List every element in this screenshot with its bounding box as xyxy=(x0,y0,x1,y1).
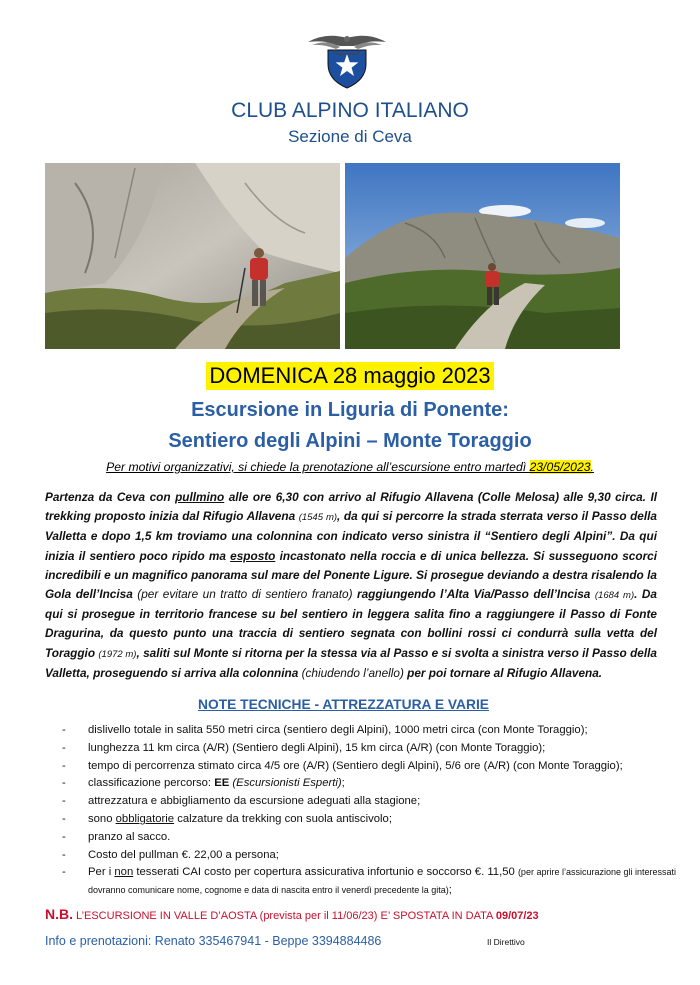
nb-date: 09/07/23 xyxy=(495,910,539,922)
desc-text: per poi tornare al Rifugio Allavena. xyxy=(403,665,603,680)
section-name: Sezione di Ceva xyxy=(288,127,412,146)
note-text: Per i xyxy=(88,866,115,879)
desc-note: (chiudendo l’anello) xyxy=(301,665,404,680)
desc-text: , saliti sul Monte si ritorna per la stessa via al Passo e si svolta a sinistra verso il Passo della Valletta, proseguendo si arriva alla colonnina xyxy=(45,645,657,680)
booking-notice xyxy=(0,460,700,474)
event-title: Escursione in Liguria di Ponente: xyxy=(191,399,509,421)
note-text: classificazione percorso: xyxy=(88,777,215,790)
photo-rock-trail xyxy=(45,163,340,349)
note-text: tempo di percorrenza stimato circa 4/5 ore (A/R) (Sentiero degli Alpini), 5/6 ore (A/R) (con Monte Toraggio); xyxy=(88,759,623,772)
note-text: ; xyxy=(448,884,452,897)
note-underlined: obbligatorie xyxy=(115,812,175,825)
desc-text: incastonato nella roccia e di unica bellezza. Si susseguono scorci incredibili e un magnifico panorama sul mare del Ponente Ligure. Si prosegue deviando a destra risalendo la Gola dell’Incisa xyxy=(45,548,658,602)
list-item xyxy=(62,864,682,900)
note-text: attrezzatura e abbigliamento da escursione adeguati alla stagione; xyxy=(88,795,421,808)
trek-description xyxy=(45,488,657,683)
note-text: calzature da trekking con suola antiscivolo; xyxy=(174,812,392,825)
contact-info: Info e prenotazioni: Renato 335467941 - Beppe 3394884486 xyxy=(45,934,382,948)
desc-text: raggiungendo l’Alta Via/Passo dell’Incisa xyxy=(352,587,595,602)
list-item xyxy=(62,740,682,758)
desc-text: Partenza da Ceva con xyxy=(45,490,176,504)
organization-name: CLUB ALPINO ITALIANO xyxy=(231,99,469,122)
desc-altitude: (1972 m) xyxy=(98,648,137,660)
note-text: tesserati CAI costo per copertura assicurativa infortunio e soccorso €. 11,50 xyxy=(133,866,518,879)
event-date: DOMENICA 28 maggio 2023 xyxy=(206,362,493,390)
list-item xyxy=(62,793,682,811)
photo-mountain-view xyxy=(345,163,620,349)
desc-note: (per evitare un tratto di sentiero franato) xyxy=(137,587,353,602)
note-text: sono xyxy=(88,812,116,825)
list-item xyxy=(62,847,682,865)
list-item xyxy=(62,722,682,740)
nb-announcement xyxy=(45,906,539,922)
nb-text: L’ESCURSIONE IN VALLE D’AOSTA (prevista per il 11/06/23) E’ SPOSTATA IN DATA xyxy=(73,910,496,922)
list-item xyxy=(62,811,682,829)
cai-logo xyxy=(306,30,388,90)
note-text: Costo del pullman €. 22,00 a persona; xyxy=(88,848,279,861)
notes-list xyxy=(62,722,682,900)
booking-notice-end: . xyxy=(590,460,594,474)
note-text: ; xyxy=(341,777,345,790)
cai-eagle-star-logo-icon xyxy=(306,30,388,90)
note-text: pranzo al sacco. xyxy=(88,830,171,843)
booking-notice-text: Per motivi organizzativi, si chiede la prenotazione all’escursione entro martedì xyxy=(106,460,530,474)
note-underlined: non xyxy=(114,866,134,879)
desc-underlined: pullmino xyxy=(175,490,225,504)
desc-altitude: (1684 m) xyxy=(594,590,635,602)
list-item xyxy=(62,829,682,847)
list-item xyxy=(62,775,682,793)
desc-underlined: esposto xyxy=(230,548,276,563)
desc-text: alle ore 6,30 con arrivo al Rifugio Allavena (Colle Melosa) alle 9,30 circa. Il trekking proposto inizia dal Rifugio Allavena xyxy=(45,490,657,524)
list-item xyxy=(62,758,682,776)
note-text: lunghezza 11 km circa (A/R) (Sentiero degli Alpini), 15 km circa (A/R) (con Monte Toraggio); xyxy=(88,741,546,754)
difficulty-desc: (Escursionisti Esperti) xyxy=(229,777,342,790)
desc-altitude: (1545 m) xyxy=(298,512,338,524)
desc-text: , da qui si percorre la strada sterrata verso il Passo della Valletta e dopo 1,5 km troviamo una colonnina con indicato verso sinistra il “Sentiero degli Alpini”. Da qui inizia il sentiero poco ripido ma xyxy=(45,509,657,563)
desc-text: . Da qui si prosegue in territorio francese su bel sentiero in leggera salita fino a raggiungere il Passo di Fonte Dragurina, da questo punto una traccia di sentiero segnata con bollini rossi ci condurrà sulla vetta del Toraggio xyxy=(45,587,657,660)
event-subtitle: Sentiero degli Alpini – Monte Toraggio xyxy=(168,430,532,452)
note-text: dislivello totale in salita 550 metri circa (sentiero degli Alpini), 1000 metri circa (con Monte Toraggio); xyxy=(88,724,588,736)
booking-deadline: 23/05/2023 xyxy=(529,460,591,474)
difficulty-grade: EE xyxy=(214,777,230,790)
event-date-row xyxy=(0,362,700,390)
nb-label: N.B. xyxy=(45,906,73,922)
note-small-text: (per aprire l’assicurazione gli interessati dovranno comunicare nome, cognome e data di nascita entro il venerdì precedente la gita) xyxy=(88,867,677,896)
notes-heading: NOTE TECNICHE - ATTREZZATURA E VARIE xyxy=(198,697,490,712)
signature: Il Direttivo xyxy=(487,937,525,947)
